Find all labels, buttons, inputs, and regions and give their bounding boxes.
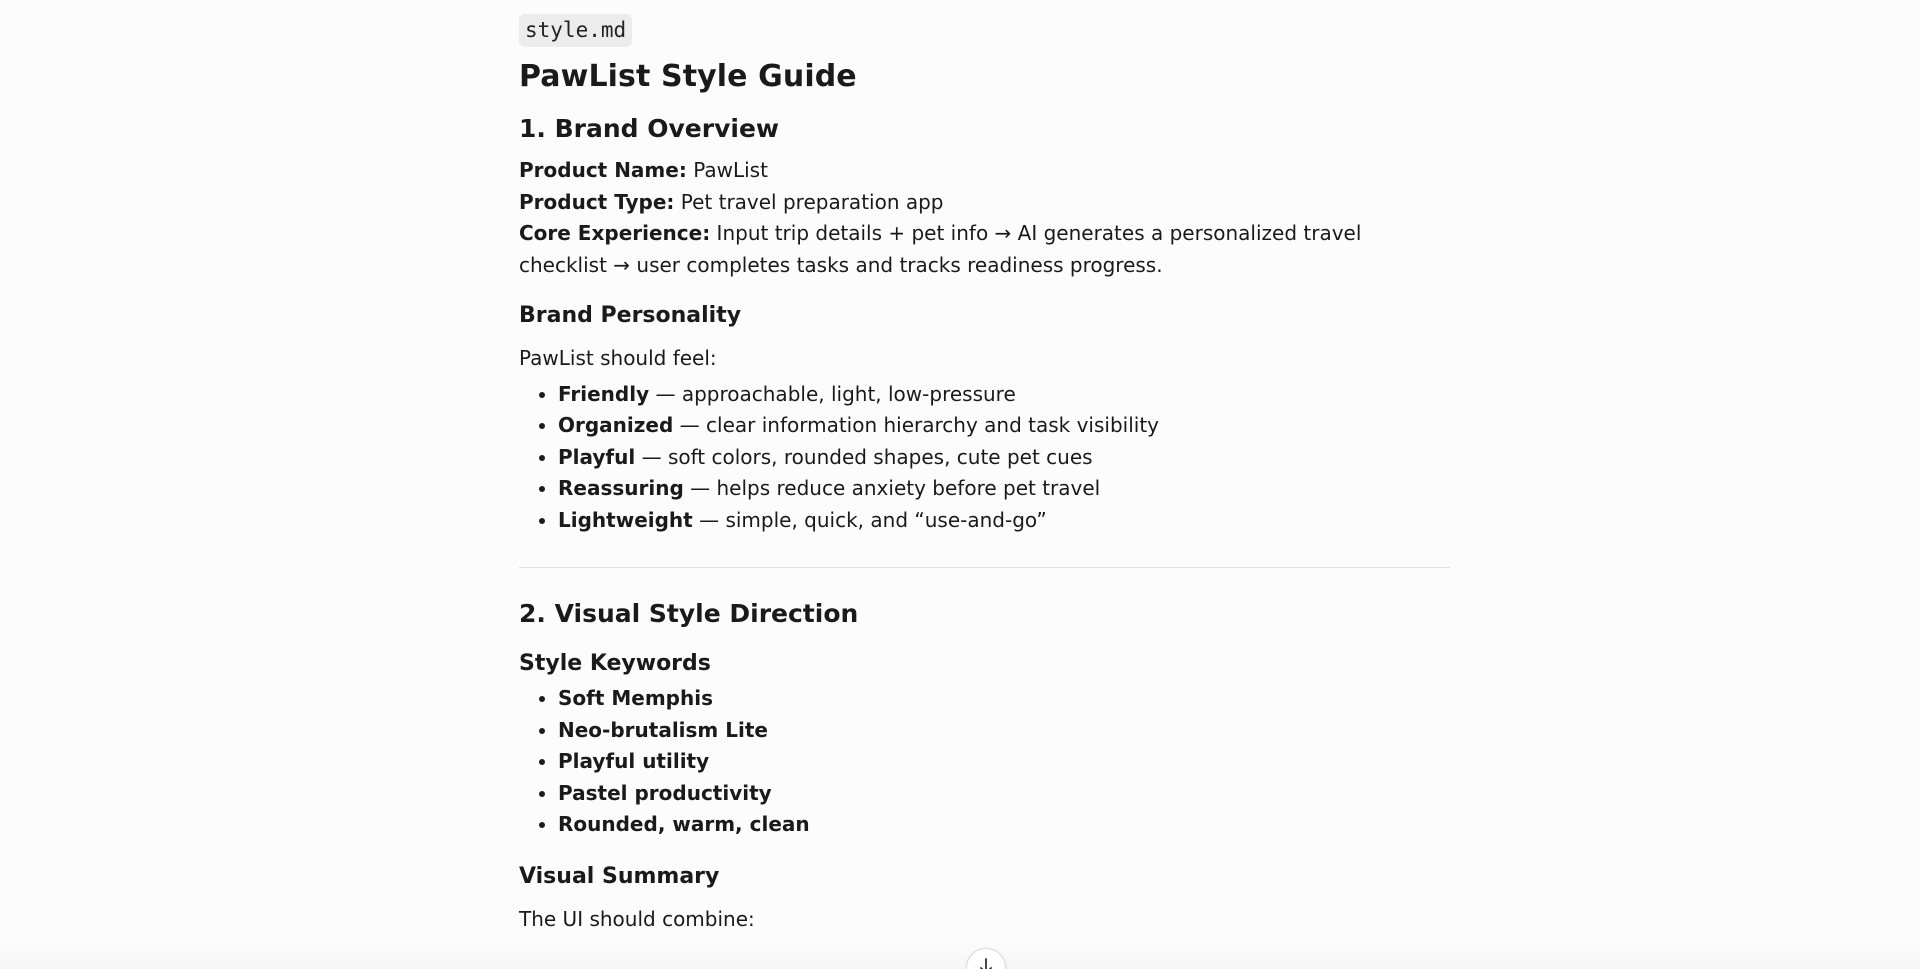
- list-item: • Neo-brutalism Lite: [558, 715, 1450, 747]
- file-name-badge: style.md: [519, 14, 632, 47]
- personality-list: [519, 379, 1450, 537]
- list-item: [558, 379, 1450, 411]
- list-item: [558, 505, 1450, 537]
- list-item: • Playful utility: [558, 746, 1450, 778]
- list-item-desc: — simple, quick, and “use-and-go”: [692, 507, 1047, 532]
- product-name-value: PawList: [686, 158, 768, 182]
- section-heading-visual-style: 2. Visual Style Direction: [519, 599, 859, 628]
- document-title: PawList Style Guide: [519, 59, 857, 94]
- product-info: [519, 155, 1450, 281]
- product-type-label: Product Type:: [519, 189, 675, 214]
- list-item-term: Organized: [558, 413, 674, 437]
- list-item: • Soft Memphis: [558, 683, 1450, 715]
- list-item-desc: — clear information hierarchy and task visibility: [673, 413, 1160, 437]
- section-divider: [519, 567, 1450, 568]
- product-type-value: Pet travel preparation app: [674, 189, 944, 214]
- core-experience-value: Input trip details + pet info → AI generates a personalized travel checklist → user completes tasks and tracks readiness progress.: [519, 221, 1362, 277]
- scroll-to-bottom-button[interactable]: [966, 948, 1006, 969]
- core-experience-label: Core Experience:: [519, 221, 711, 245]
- personality-intro: PawList should feel:: [519, 346, 717, 370]
- section-heading-brand-overview: 1. Brand Overview: [519, 114, 779, 143]
- list-item-desc: — helps reduce anxiety before pet travel: [683, 476, 1101, 500]
- list-item-term: Playful: [558, 444, 636, 469]
- product-type-line: [519, 187, 1450, 219]
- subheading-style-keywords: Style Keywords: [519, 651, 711, 676]
- arrow-down-icon: [979, 958, 993, 969]
- list-item: [558, 473, 1450, 505]
- markdown-content: [519, 14, 1450, 935]
- bottom-fade: [0, 939, 1920, 969]
- list-item-term: Reassuring: [558, 476, 684, 500]
- subheading-brand-personality: Brand Personality: [519, 303, 742, 328]
- product-name-label: Product Name:: [519, 158, 687, 182]
- list-item: [558, 410, 1450, 442]
- list-item: • Rounded, warm, clean: [558, 809, 1450, 841]
- list-item-term: Lightweight: [558, 507, 693, 532]
- subheading-visual-summary: Visual Summary: [519, 863, 720, 889]
- summary-intro: The UI should combine:: [519, 906, 755, 931]
- list-item-term: Friendly: [558, 381, 650, 406]
- list-item: • Pastel productivity: [558, 778, 1450, 810]
- product-name-line: [519, 155, 1450, 187]
- list-item: [558, 442, 1450, 474]
- list-item-desc: — soft colors, rounded shapes, cute pet cues: [635, 444, 1093, 469]
- keywords-list: [519, 683, 1450, 841]
- core-experience-line: [519, 218, 1450, 281]
- list-item-desc: — approachable, light, low-pressure: [649, 381, 1016, 406]
